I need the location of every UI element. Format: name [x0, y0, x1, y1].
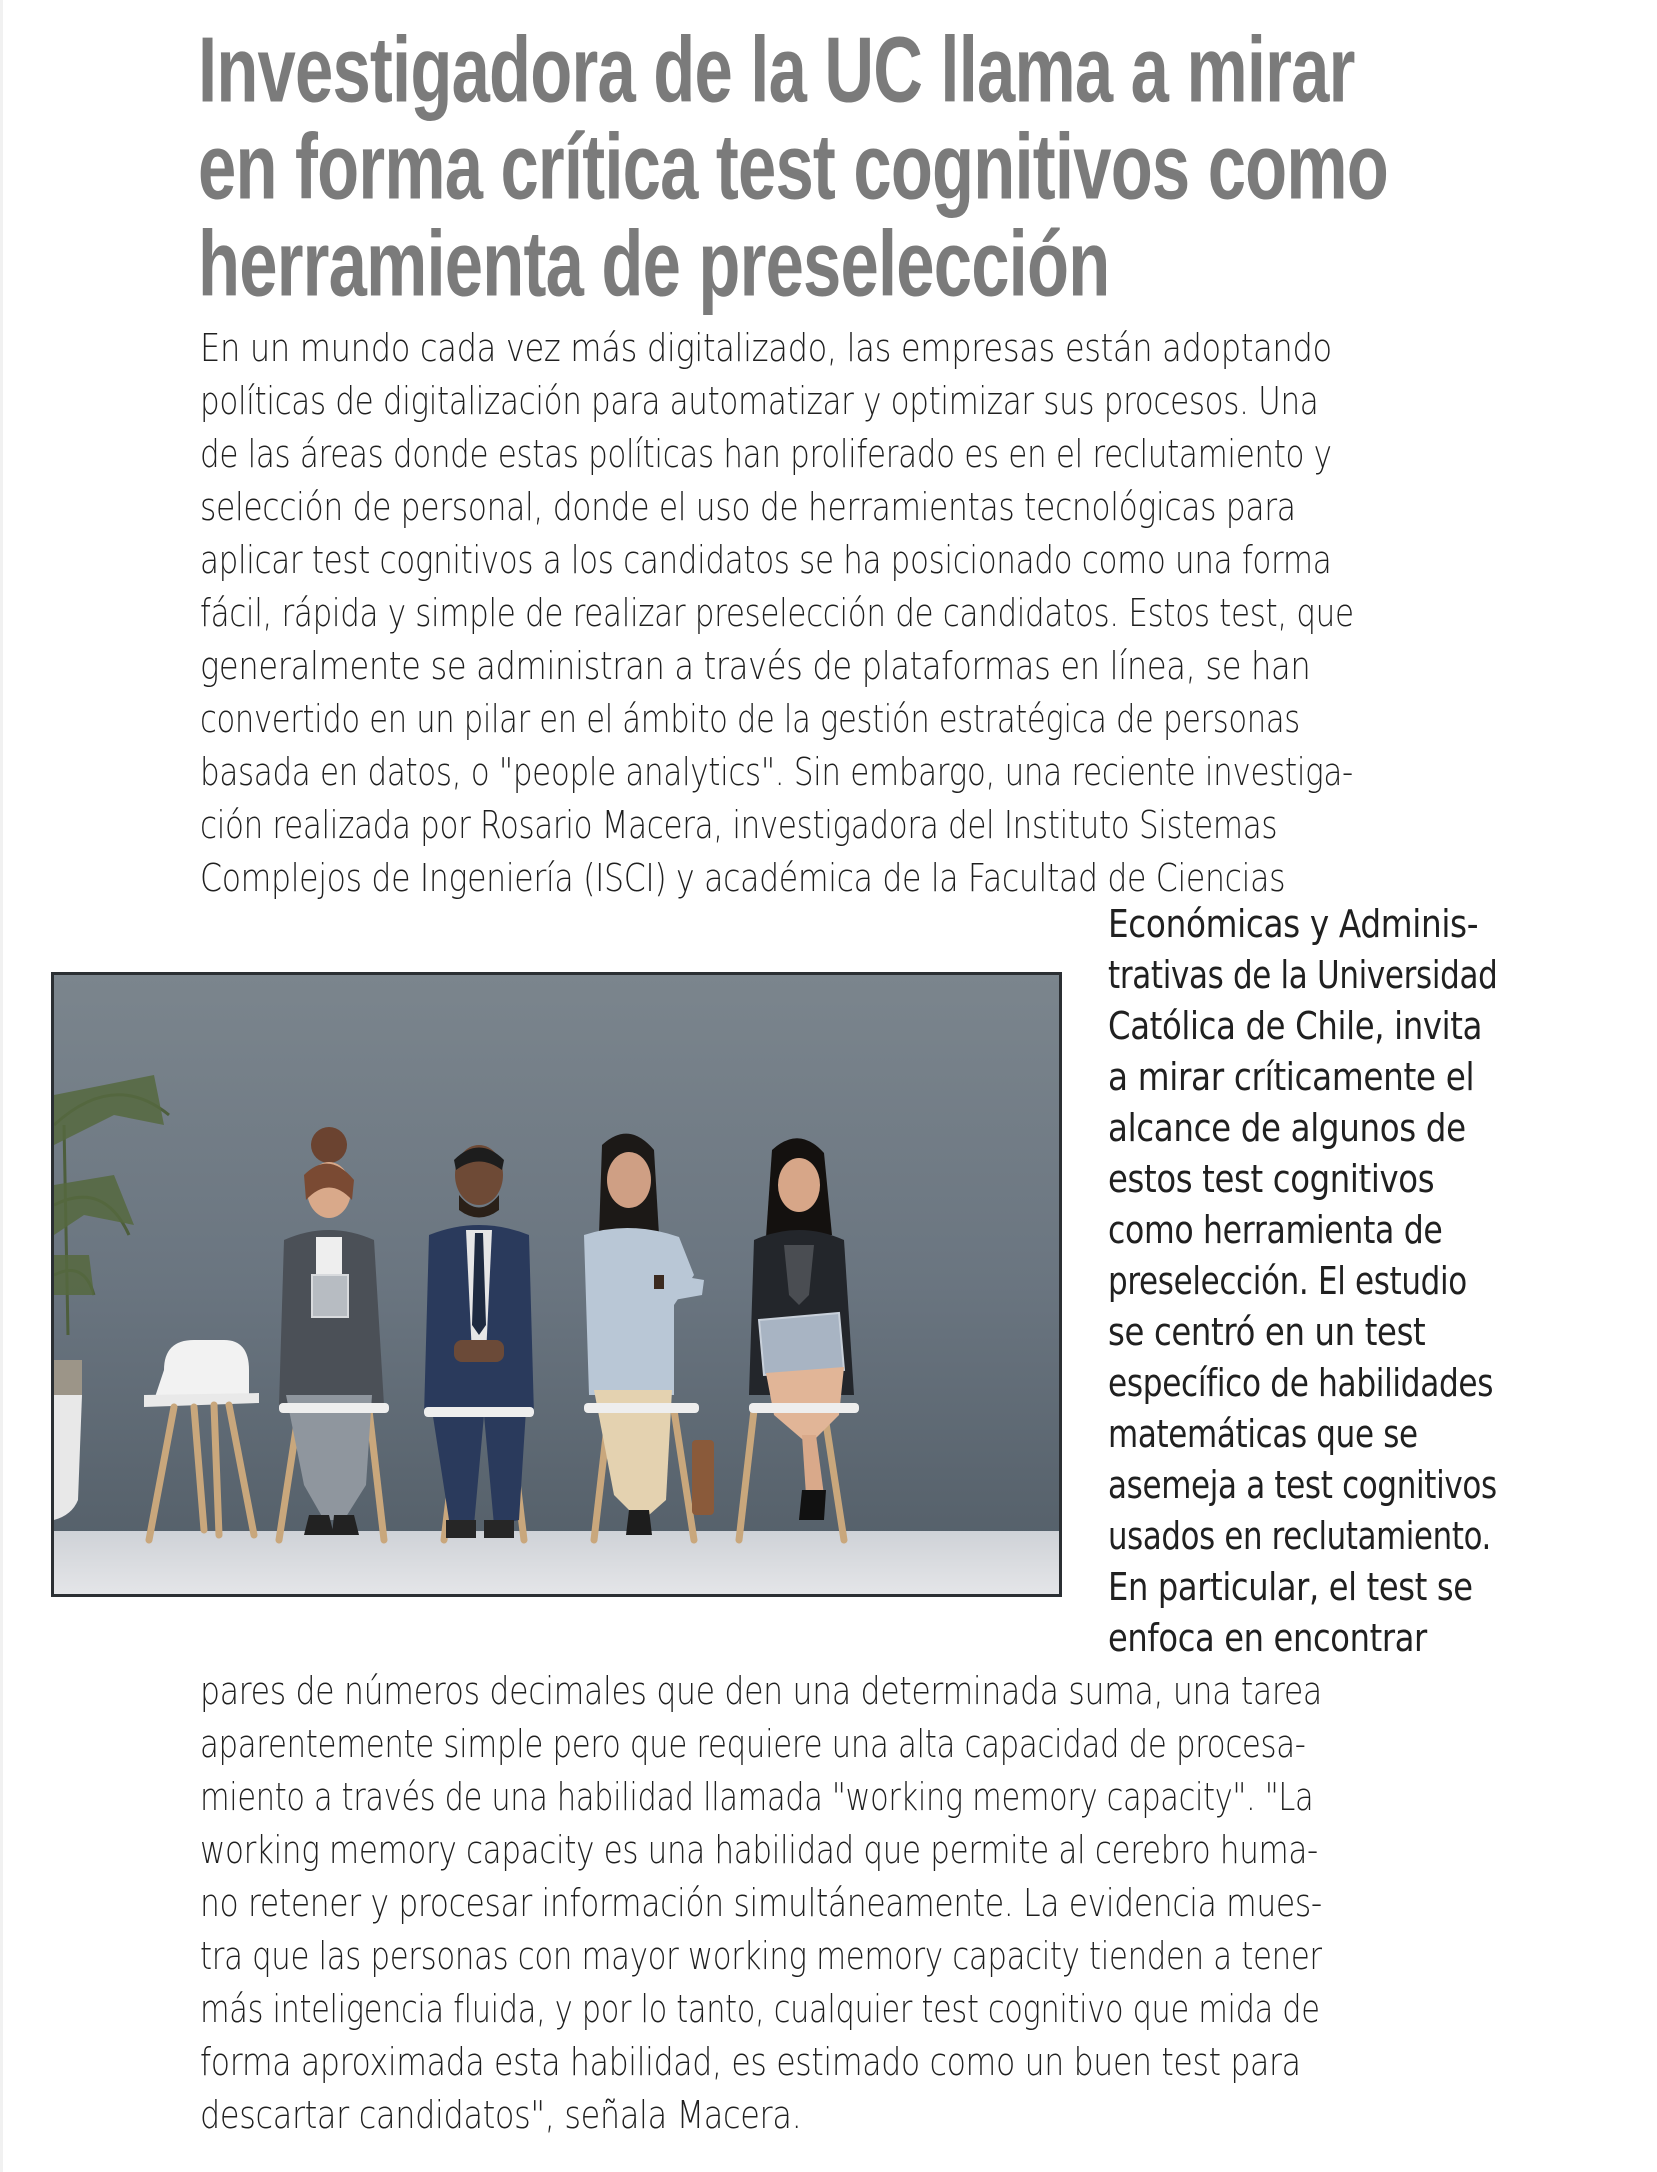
text-line: como herramienta de — [1108, 1208, 1443, 1252]
article-photo — [51, 972, 1062, 1597]
text-line: asemeja a test cognitivos — [1108, 1463, 1497, 1507]
text-line: descartar candidatos", señala Macera. — [200, 2093, 802, 2137]
text-line: políticas de digitalización para automatizar y optimizar sus procesos. Una — [200, 379, 1319, 423]
headline-line: Investigadora de la UC llama a mirar — [198, 18, 1355, 122]
headline-line: herramienta de preselección — [198, 212, 1110, 316]
text-line: tra que las personas con mayor working memory capacity tienden a tener — [200, 1934, 1322, 1978]
text-line: Católica de Chile, invita — [1108, 1004, 1483, 1048]
text-line: forma aproximada esta habilidad, es estimado como un buen test para — [200, 2040, 1301, 2084]
headline-line: en forma crítica test cognitivos como — [198, 115, 1388, 219]
text-line: generalmente se administran a través de plataformas en línea, se han — [200, 644, 1311, 688]
text-line: En particular, el test se — [1108, 1565, 1473, 1609]
candidates-waiting-illustration — [54, 975, 1059, 1594]
text-line: preselección. El estudio — [1108, 1259, 1467, 1303]
text-line: convertido en un pilar en el ámbito de la gestión estratégica de personas — [200, 697, 1300, 741]
text-line: de las áreas donde estas políticas han proliferado es en el reclutamiento y — [200, 432, 1332, 476]
text-line: se centró en un test — [1108, 1310, 1426, 1354]
text-line: basada en datos, o "people analytics". Sin embargo, una reciente investiga- — [200, 750, 1353, 794]
text-line: fácil, rápida y simple de realizar preselección de candidatos. Estos test, que — [200, 591, 1354, 635]
article-headline — [198, 18, 1618, 316]
text-line: no retener y procesar información simultáneamente. La evidencia mues- — [200, 1881, 1322, 1925]
text-line: working memory capacity es una habilidad que permite al cerebro huma- — [200, 1828, 1318, 1872]
text-line: miento a través de una habilidad llamada "working memory capacity". "La — [200, 1775, 1314, 1819]
text-line: matemáticas que se — [1108, 1412, 1418, 1456]
text-line: pares de números decimales que den una determinada suma, una tarea — [200, 1669, 1322, 1713]
text-line: enfoca en encontrar — [1108, 1616, 1427, 1660]
text-line: Complejos de Ingeniería (ISCI) y académica de la Facultad de Ciencias — [200, 856, 1286, 900]
text-line: aparentemente simple pero que requiere una alta capacidad de procesa- — [200, 1722, 1306, 1766]
text-line: estos test cognitivos — [1108, 1157, 1435, 1201]
text-line: selección de personal, donde el uso de herramientas tecnológicas para — [200, 485, 1296, 529]
text-line: En un mundo cada vez más digitalizado, las empresas están adoptando — [200, 326, 1332, 370]
text-line: a mirar críticamente el — [1108, 1055, 1475, 1099]
text-line: específico de habilidades — [1108, 1361, 1494, 1405]
text-line: más inteligencia fluida, y por lo tanto, cualquier test cognitivo que mida de — [200, 1987, 1320, 2031]
text-line: alcance de algunos de — [1108, 1106, 1466, 1150]
text-line: Económicas y Adminis- — [1108, 902, 1479, 946]
page-edge — [0, 0, 3, 2172]
text-line: trativas de la Universidad — [1108, 953, 1498, 997]
text-line: ción realizada por Rosario Macera, investigadora del Instituto Sistemas — [200, 803, 1278, 847]
text-line: usados en reclutamiento. — [1108, 1514, 1492, 1558]
text-line: aplicar test cognitivos a los candidatos se ha posicionado como una forma — [200, 538, 1332, 582]
